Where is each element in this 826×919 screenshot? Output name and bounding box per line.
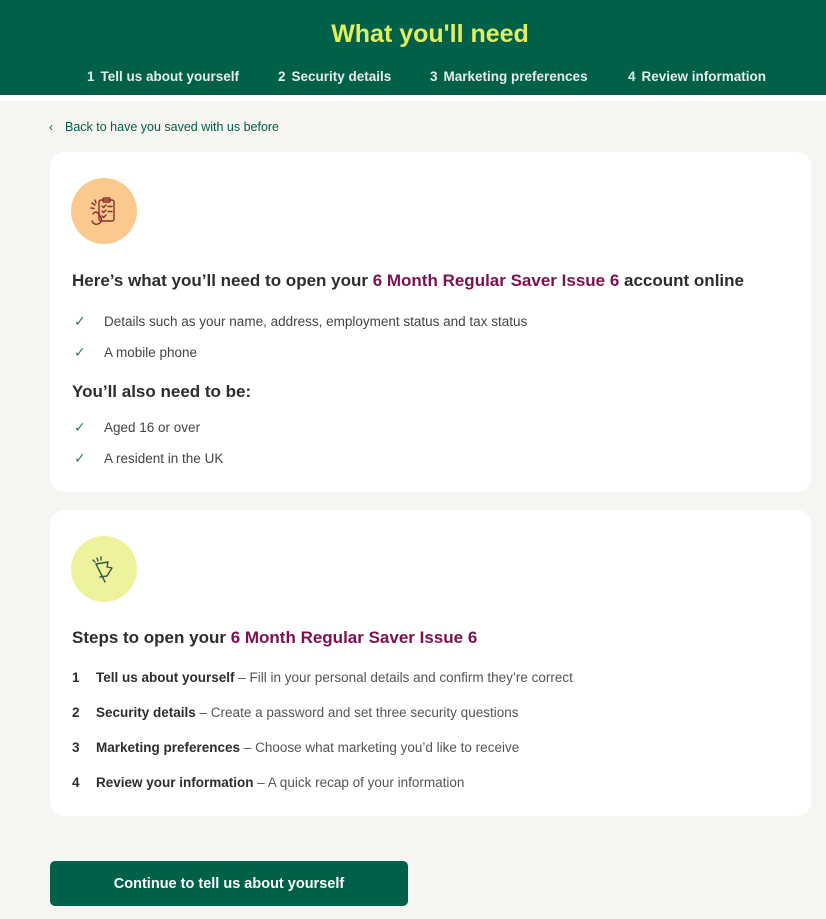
requirements-heading: Here’s what you’ll need to open your 6 Month Regular Saver Issue 6 account online bbox=[72, 271, 744, 290]
back-link-label: Back to have you saved with us before bbox=[65, 120, 280, 134]
progress-step-3: 3 Marketing preferences bbox=[430, 69, 588, 84]
list-item: 2 Security details – Create a password and set three security questions bbox=[72, 705, 519, 720]
steps-card bbox=[50, 510, 811, 816]
eligibility-heading: You’ll also need to be: bbox=[72, 382, 252, 401]
check-icon: ✓ bbox=[74, 344, 86, 360]
check-icon: ✓ bbox=[74, 313, 86, 329]
check-icon: ✓ bbox=[74, 419, 86, 435]
flag-icon bbox=[71, 536, 137, 602]
progress-step-4: 4 Review information bbox=[628, 69, 767, 84]
list-item: 3 Marketing preferences – Choose what marketing you’d like to receive bbox=[72, 740, 520, 755]
page-header bbox=[0, 0, 826, 95]
list-item: 1 Tell us about yourself – Fill in your personal details and confirm they’re correct bbox=[72, 670, 573, 685]
page-title: What you'll need bbox=[331, 20, 529, 48]
requirements-card bbox=[50, 152, 811, 492]
account-name: 6 Month Regular Saver Issue 6 bbox=[372, 271, 620, 290]
progress-step-2: 2 Security details bbox=[278, 69, 392, 84]
continue-button[interactable]: Continue to tell us about yourself bbox=[50, 861, 408, 906]
check-icon: ✓ bbox=[74, 450, 86, 466]
list-item: ✓ A resident in the UK bbox=[74, 450, 224, 466]
header-divider bbox=[0, 95, 826, 101]
list-item: ✓ Aged 16 or over bbox=[74, 419, 201, 435]
list-item: ✓ Details such as your name, address, employment status and tax status bbox=[74, 313, 528, 329]
progress-step-1: 1 Tell us about yourself bbox=[87, 69, 240, 84]
steps-heading: Steps to open your 6 Month Regular Saver Issue 6 bbox=[72, 628, 478, 647]
list-item: ✓ A mobile phone bbox=[74, 344, 198, 360]
chevron-left-icon: ‹ bbox=[49, 120, 53, 134]
list-item: 4 Review your information – A quick recap of your information bbox=[72, 775, 465, 790]
back-link[interactable] bbox=[49, 120, 279, 134]
account-name: 6 Month Regular Saver Issue 6 bbox=[230, 628, 478, 647]
progress-steps bbox=[0, 69, 826, 87]
clipboard-checklist-icon bbox=[71, 178, 137, 244]
